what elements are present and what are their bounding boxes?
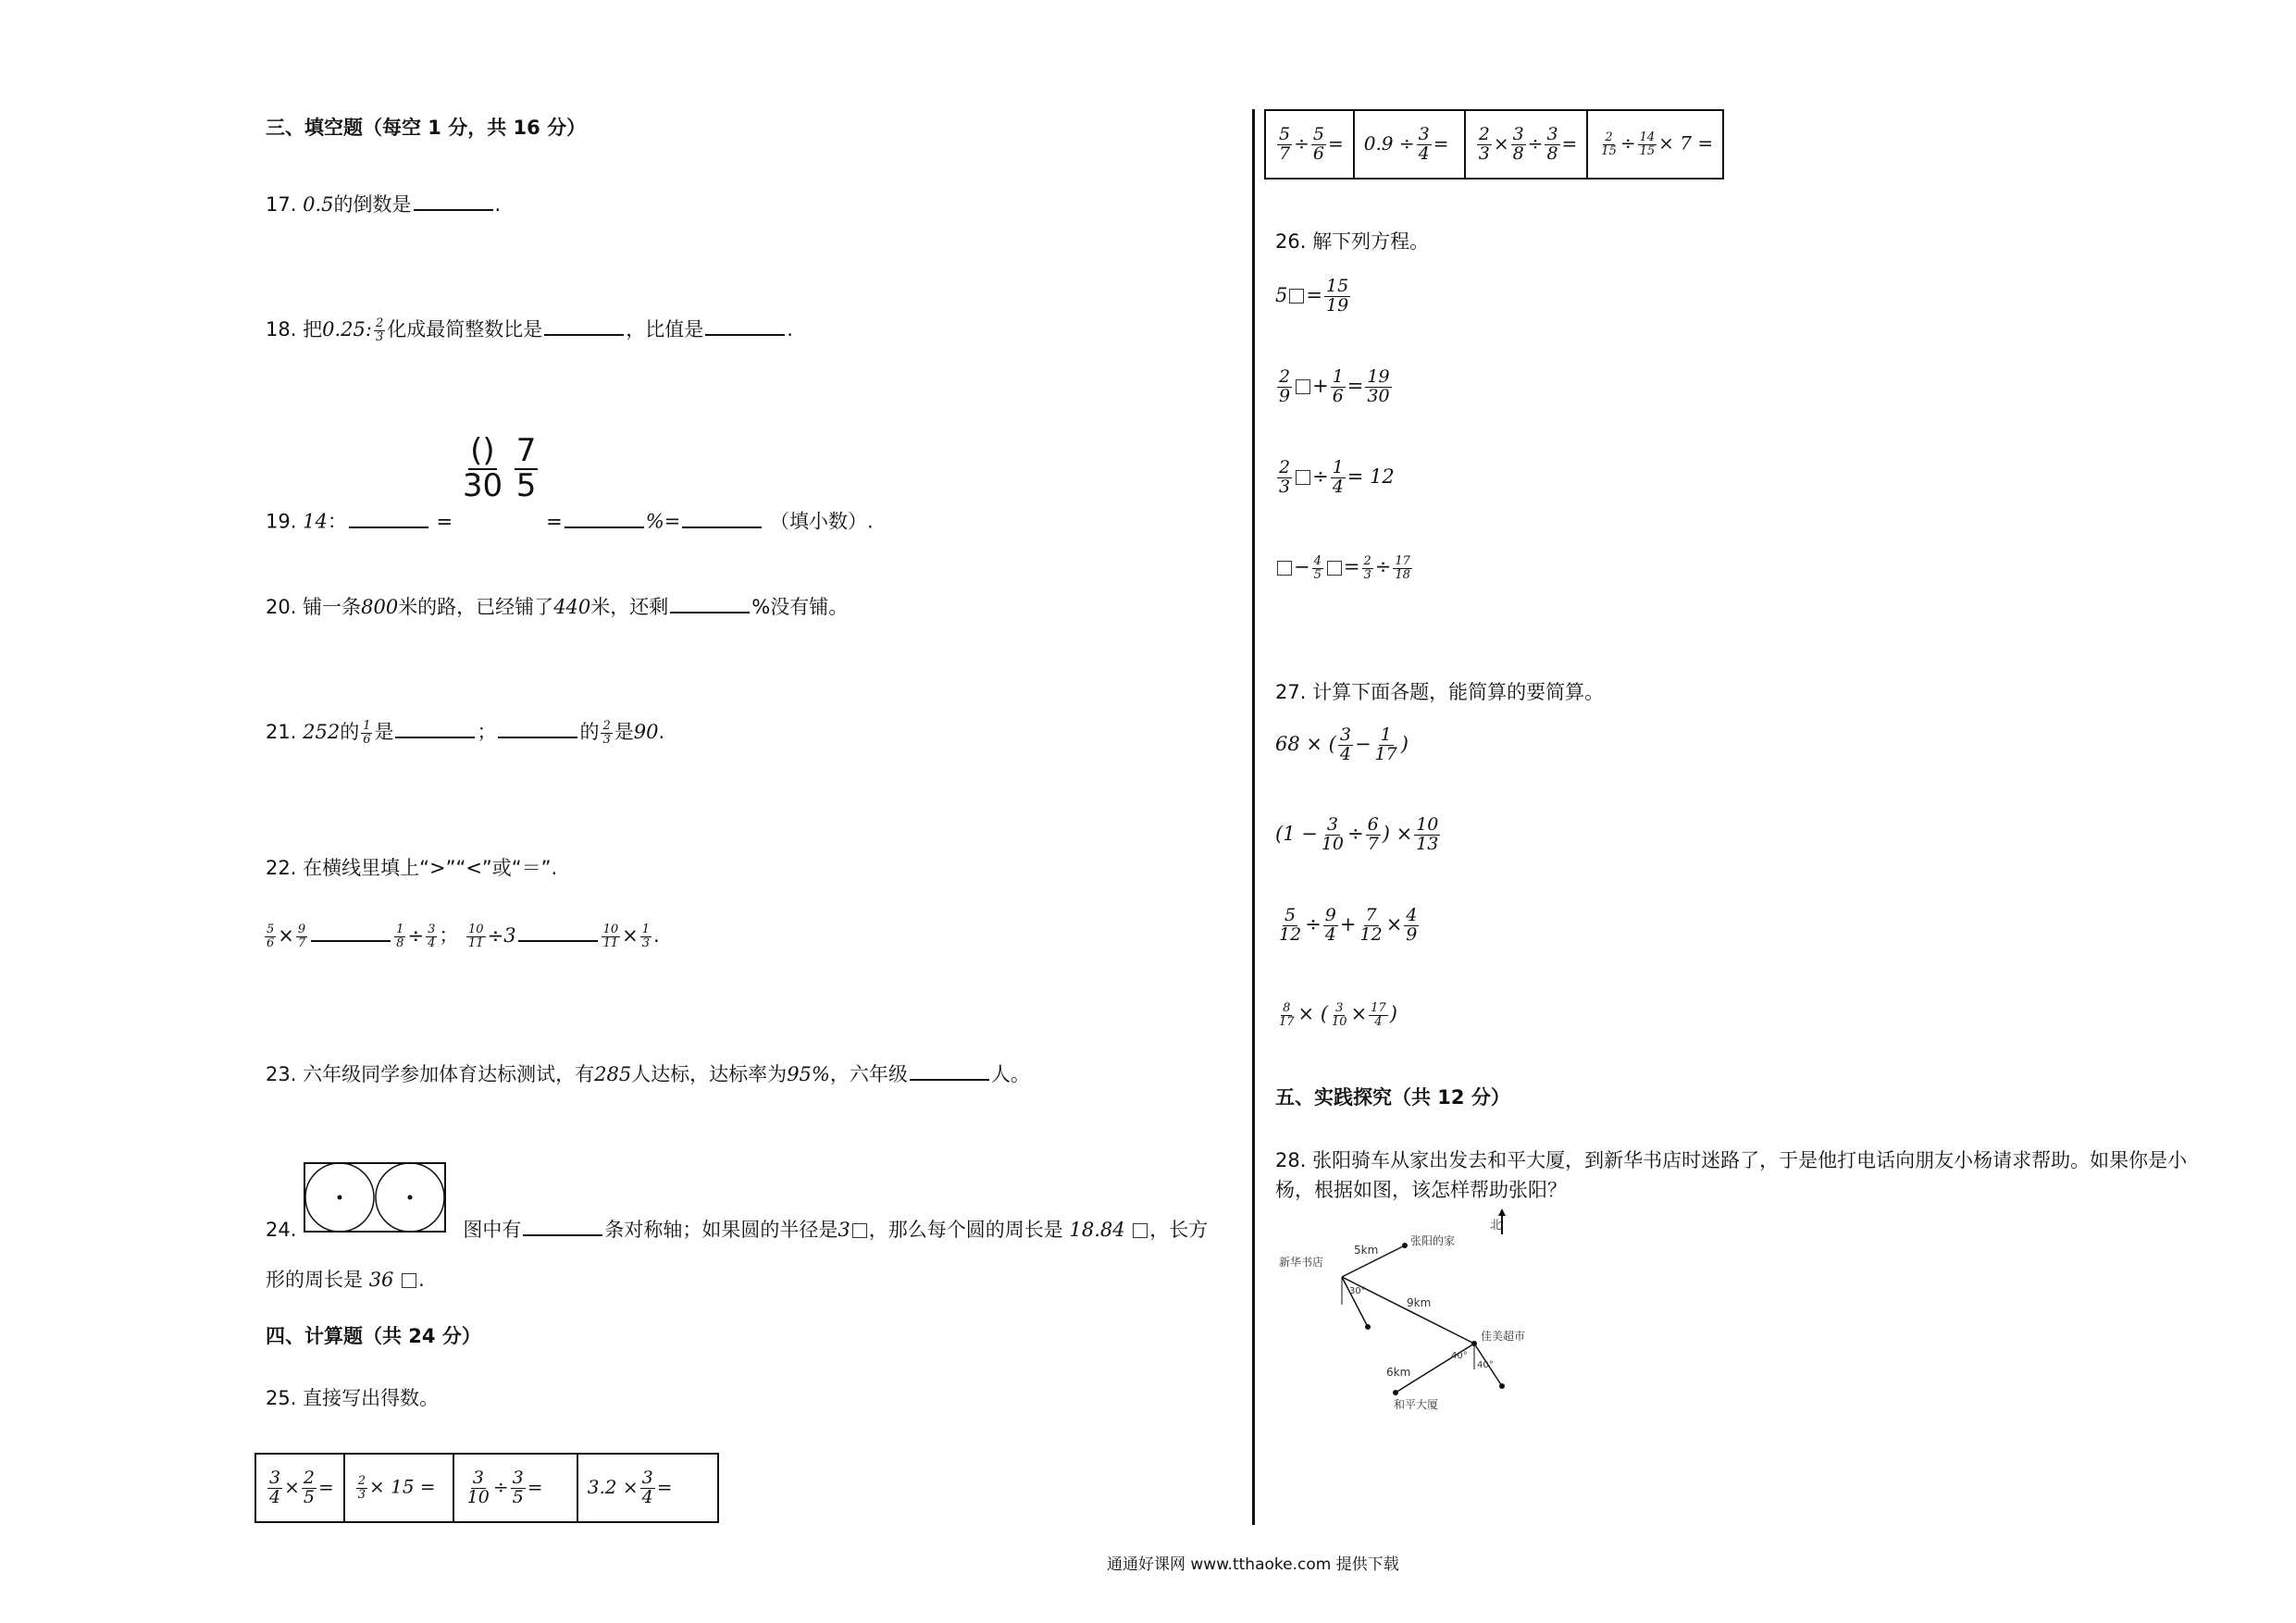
q25-table-continued: $\frac{5}{7}$ ÷ $\frac{5}{6}$ = 0.9 ÷ $\frac{3}{4}$ = $\frac{2}{3}$ × $\frac{3}{8}$ ÷ $\frac{3}{8}$ = $\frac{2}{15}$ ÷ $\frac{14}{15}$ × 7 = [1264, 109, 1724, 180]
question-28-line2: 杨，根据如图，该怎样帮助张阳？ [1275, 1179, 1567, 1201]
route-map [1275, 1203, 1571, 1416]
question-19: 19. 14： = $\frac{()}{30}$ $\frac{7}{5}$ = %= （填小数）. [266, 432, 874, 533]
expression-4: $\frac{8}{17}$ × ( $\frac{3}{10}$ × $\frac{17}{4}$ ) [1279, 1001, 1397, 1029]
section5-title: 五、实践探究（共 12 分） [1275, 1086, 1510, 1109]
home-label: 张阳的家 [1410, 1234, 1456, 1247]
question-21: 21. 252的 $\frac{1}{6}$ 是 ； 的 $\frac{2}{3}$ 是90. [266, 718, 665, 747]
distance-5km: 5km [1354, 1244, 1379, 1257]
supermarket-label: 佳美超市 [1481, 1330, 1526, 1343]
question-27: 27. 计算下面各题，能简算的要简算。 [1275, 681, 1605, 703]
question-17: 17. 0.5的倒数是 . [266, 193, 502, 216]
question-24-cont: 形的周长是 36 . [266, 1269, 425, 1291]
question-24: 24. 图中有 条对称轴；如果圆的半径是3 ，那么每个圆的周长是 18.84 ，长方 [266, 1219, 1209, 1241]
section4-title: 四、计算题（共 24 分） [266, 1325, 481, 1347]
question-20: 20. 铺一条800米的路，已经铺了440米，还剩 %没有铺。 [266, 596, 849, 618]
bookstore-label: 新华书店 [1279, 1256, 1324, 1269]
question-28-line1: 28. 张阳骑车从家出发去和平大厦，到新华书店时迷路了，于是他打电话向朋友小杨请求帮助。如果你是小 [1275, 1149, 2188, 1171]
question-23: 23. 六年级同学参加体育达标测试，有285人达标，达标率为95%，六年级 人。 [266, 1063, 1030, 1085]
distance-6km: 6km [1386, 1366, 1411, 1379]
equation-4: − $\frac{4}{5}$ = $\frac{2}{3}$ ÷ $\frac{17}{18}$ [1275, 555, 1414, 581]
question-25: 25. 直接写出得数。 [266, 1387, 440, 1409]
question-18: 18. 把0.25: $\frac{2}{3}$ 化成最简整数比是 ，比值是 . [266, 316, 793, 344]
expression-3: $\frac{5}{12}$ ÷ $\frac{9}{4}$ + $\frac{7}{12}$ × $\frac{4}{9}$ [1279, 905, 1418, 945]
footer: 通通好课网 www.tthaoke.com 提供下载 [1107, 1555, 1399, 1574]
equation-3: $\frac{2}{3}$ ÷ $\frac{1}{4}$ = 12 [1279, 457, 1395, 497]
angle-label: 30° [1349, 1286, 1366, 1296]
q25-table: $\frac{3}{4}$ × $\frac{2}{5}$ = $\frac{2}{3}$ × 15 = $\frac{3}{10}$ ÷ $\frac{3}{5}$ = 3.2 × $\frac{3}{4}$ = [254, 1453, 719, 1523]
equation-1: 5 = $\frac{15}{19}$ [1275, 276, 1349, 316]
column-divider [1252, 109, 1255, 1525]
angle-label-3: 40° [1477, 1360, 1494, 1370]
north-label: 北 [1490, 1219, 1503, 1233]
question-26: 26. 解下列方程。 [1275, 230, 1430, 253]
expression-1: 68 × ( $\frac{3}{4}$ − $\frac{1}{17}$ ) [1275, 725, 1409, 764]
tower-label: 和平大厦 [1394, 1398, 1439, 1411]
question-22-expressions: $\frac{5}{6}$ × $\frac{9}{7}$ $\frac{1}{8}$ ÷ $\frac{3}{4}$ ； $\frac{10}{11}$ ÷3 $\frac{10}{11}$ × $\frac{1}{3}$ . [267, 922, 660, 950]
section3-title: 三、填空题（每空 1 分，共 16 分） [266, 117, 587, 139]
angle-label-2: 40° [1451, 1351, 1468, 1361]
expression-2: (1 − $\frac{3}{10}$ ÷ $\frac{6}{7}$ ) × $\frac{10}{13}$ [1275, 814, 1439, 854]
equation-2: $\frac{2}{9}$ + $\frac{1}{6}$ = $\frac{19}{30}$ [1279, 366, 1390, 406]
distance-9km: 9km [1407, 1296, 1432, 1309]
question-22: 22. 在横线里填上“>”“<”或“＝”. [266, 857, 558, 879]
